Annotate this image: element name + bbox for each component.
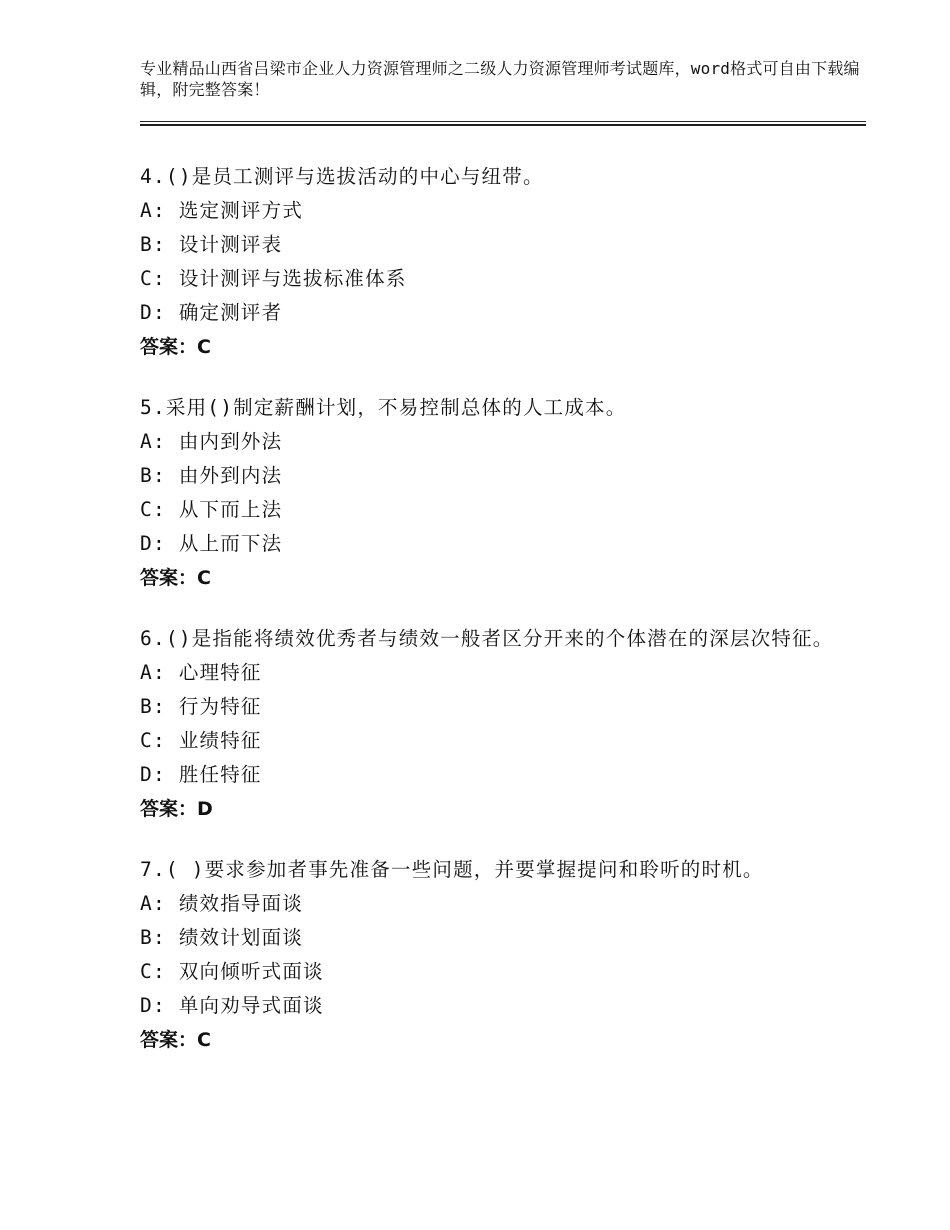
option-b: B: 设计测评表 <box>140 233 283 256</box>
option-d: D: 从上而下法 <box>140 532 283 555</box>
option-d: D: 胜任特征 <box>140 763 262 786</box>
question-7 <box>140 853 840 1057</box>
option-d: D: 单向劝导式面谈 <box>140 994 324 1017</box>
header-rule-thin <box>140 121 866 122</box>
option-a: A: 由内到外法 <box>140 430 283 453</box>
option-b: B: 行为特征 <box>140 695 262 718</box>
answer-line: 答案：C <box>140 567 211 589</box>
option-c: C: 业绩特征 <box>140 729 262 752</box>
answer-line: 答案：C <box>140 1029 211 1051</box>
question-stem: 7.( )要求参加者事先准备一些问题，并要掌握提问和聆听的时机。 <box>140 858 764 881</box>
document-header: 专业精品山西省吕梁市企业人力资源管理师之二级人力资源管理师考试题库，word格式可自由下载编辑，附完整答案！ <box>140 59 860 99</box>
question-stem: 4.()是员工测评与选拔活动的中心与纽带。 <box>140 165 544 188</box>
option-c: C: 设计测评与选拔标准体系 <box>140 267 407 290</box>
option-b: B: 绩效计划面谈 <box>140 926 304 949</box>
option-c: C: 从下而上法 <box>140 498 283 521</box>
option-a: A: 心理特征 <box>140 661 262 684</box>
question-list <box>140 160 840 1084</box>
question-5 <box>140 391 840 595</box>
header-rule-thick <box>140 124 866 126</box>
option-a: A: 选定测评方式 <box>140 199 304 222</box>
option-b: B: 由外到内法 <box>140 464 283 487</box>
question-stem: 6.()是指能将绩效优秀者与绩效一般者区分开来的个体潜在的深层次特征。 <box>140 627 834 650</box>
question-stem: 5.采用()制定薪酬计划，不易控制总体的人工成本。 <box>140 396 627 419</box>
option-a: A: 绩效指导面谈 <box>140 892 304 915</box>
option-d: D: 确定测评者 <box>140 301 283 324</box>
answer-line: 答案：C <box>140 336 211 358</box>
option-c: C: 双向倾听式面谈 <box>140 960 324 983</box>
question-4 <box>140 160 840 364</box>
question-6 <box>140 622 840 826</box>
answer-line: 答案：D <box>140 798 213 820</box>
